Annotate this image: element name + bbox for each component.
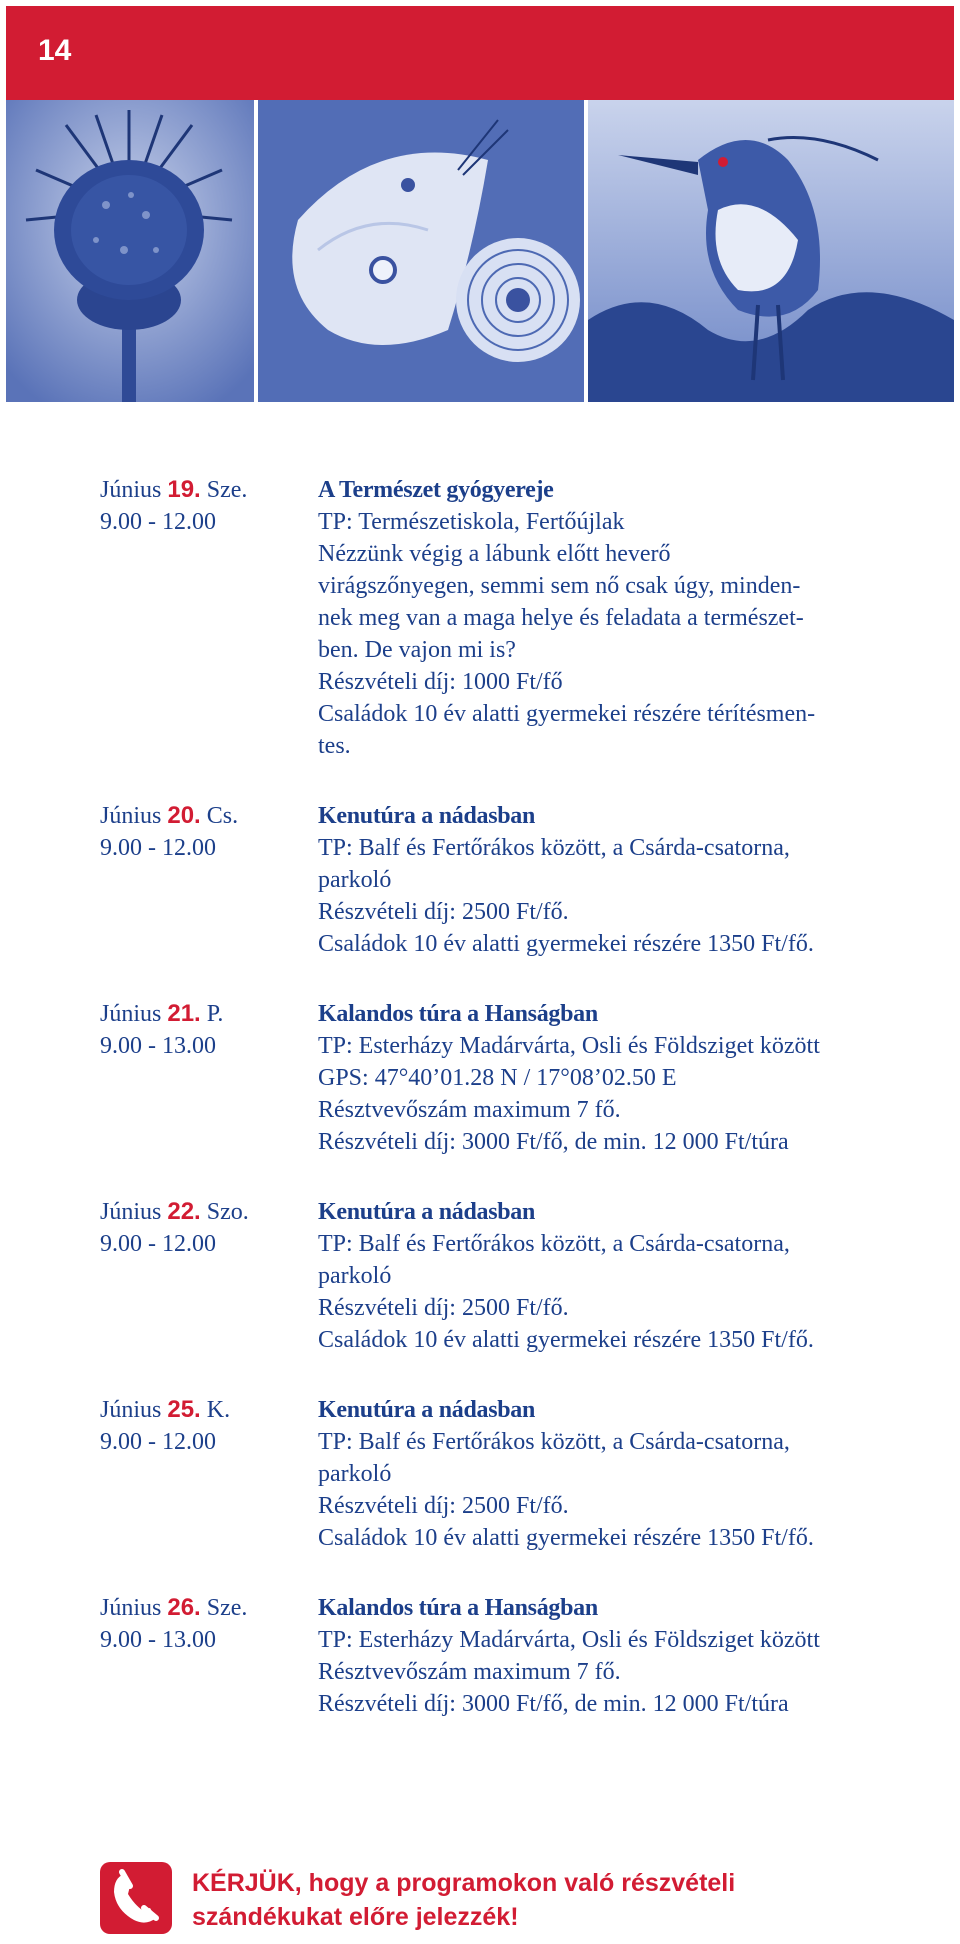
event-detail-line: nek meg van a maga helye és feladata a természet-	[318, 605, 804, 631]
event-detail-line: Részvételi díj: 1000 Ft/fő	[318, 669, 563, 695]
event-time: 9.00 - 12.00	[100, 1231, 216, 1257]
phone-icon	[100, 1862, 172, 1934]
event-title: Kalandos túra a Hanságban	[318, 1001, 598, 1027]
event-title: Kalandos túra a Hanságban	[318, 1595, 598, 1621]
event-details	[318, 1394, 940, 1554]
notice-line-2: szándékukat előre jelezzék!	[192, 1903, 519, 1931]
event-when	[100, 998, 315, 1062]
event-item	[100, 474, 940, 762]
event-detail-line: parkoló	[318, 867, 392, 893]
event-detail-line: TP: Esterházy Madárvárta, Osli és Földsziget között	[318, 1033, 820, 1059]
event-detail-line: Családok 10 év alatti gyermekei részére 1350 Ft/fő.	[318, 1327, 814, 1353]
event-details	[318, 474, 940, 762]
event-title: Kenutúra a nádasban	[318, 803, 536, 829]
event-detail-line: ben. De vajon mi is?	[318, 637, 516, 663]
event-details	[318, 1196, 940, 1356]
event-item	[100, 998, 940, 1158]
event-schedule	[100, 474, 940, 1758]
event-detail-line: TP: Balf és Fertőrákos között, a Csárda-csatorna,	[318, 1429, 790, 1455]
event-date: Június 21. P.	[100, 1000, 224, 1027]
photo-strip	[6, 100, 954, 402]
event-detail-line: Részvételi díj: 2500 Ft/fő.	[318, 1295, 569, 1321]
event-details	[318, 998, 940, 1158]
event-detail-line: TP: Természetiskola, Fertőújlak	[318, 509, 625, 535]
notice-line-1: KÉRJÜK, hogy a programokon való részvételi	[192, 1869, 736, 1897]
event-item	[100, 1196, 940, 1356]
event-detail-line: Résztvevőszám maximum 7 fő.	[318, 1659, 621, 1685]
event-title: Kenutúra a nádasban	[318, 1199, 536, 1225]
event-when	[100, 1592, 315, 1656]
event-detail-line: Részvételi díj: 3000 Ft/fő, de min. 12 000 Ft/túra	[318, 1129, 789, 1155]
event-time: 9.00 - 12.00	[100, 1429, 216, 1455]
event-date: Június 26. Sze.	[100, 1594, 248, 1621]
event-detail-line: tes.	[318, 733, 351, 759]
event-title: Kenutúra a nádasban	[318, 1397, 536, 1423]
event-item	[100, 1592, 940, 1720]
event-details	[318, 1592, 940, 1720]
event-when	[100, 474, 315, 538]
event-when	[100, 800, 315, 864]
event-detail-line: Családok 10 év alatti gyermekei részére 1350 Ft/fő.	[318, 931, 814, 957]
event-detail-line: Részvételi díj: 2500 Ft/fő.	[318, 1493, 569, 1519]
event-when	[100, 1196, 315, 1260]
event-time: 9.00 - 12.00	[100, 835, 216, 861]
event-time: 9.00 - 13.00	[100, 1033, 216, 1059]
event-item	[100, 800, 940, 960]
event-date: Június 25. K.	[100, 1396, 231, 1423]
page-header-bar	[6, 6, 954, 100]
event-detail-line: Családok 10 év alatti gyermekei részére térítésmen-	[318, 701, 816, 727]
event-details	[318, 800, 940, 960]
butterfly-photo	[258, 100, 584, 402]
event-time: 9.00 - 12.00	[100, 509, 216, 535]
heron-photo	[588, 100, 954, 402]
event-when	[100, 1394, 315, 1458]
event-detail-line: virágszőnyegen, semmi sem nő csak úgy, minden-	[318, 573, 801, 599]
event-detail-line: Nézzünk végig a lábunk előtt heverő	[318, 541, 671, 567]
event-detail-line: GPS: 47°40’01.28 N / 17°08’02.50 E	[318, 1065, 677, 1091]
page-number: 14	[38, 34, 72, 67]
event-date: Június 20. Cs.	[100, 802, 239, 829]
event-date: Június 19. Sze.	[100, 476, 248, 503]
event-time: 9.00 - 13.00	[100, 1627, 216, 1653]
event-detail-line: parkoló	[318, 1461, 392, 1487]
event-detail-line: TP: Esterházy Madárvárta, Osli és Földsziget között	[318, 1627, 820, 1653]
thistle-photo	[6, 100, 254, 402]
event-detail-line: TP: Balf és Fertőrákos között, a Csárda-csatorna,	[318, 1231, 790, 1257]
event-detail-line: TP: Balf és Fertőrákos között, a Csárda-csatorna,	[318, 835, 790, 861]
notice-text	[192, 1866, 872, 1934]
event-detail-line: Résztvevőszám maximum 7 fő.	[318, 1097, 621, 1123]
event-detail-line: Részvételi díj: 3000 Ft/fő, de min. 12 000 Ft/túra	[318, 1691, 789, 1717]
event-detail-line: Részvételi díj: 2500 Ft/fő.	[318, 899, 569, 925]
registration-notice	[100, 1862, 860, 1934]
event-title: A Természet gyógyereje	[318, 477, 554, 503]
event-detail-line: Családok 10 év alatti gyermekei részére 1350 Ft/fő.	[318, 1525, 814, 1551]
event-item	[100, 1394, 940, 1554]
event-detail-line: parkoló	[318, 1263, 392, 1289]
event-date: Június 22. Szo.	[100, 1198, 249, 1225]
